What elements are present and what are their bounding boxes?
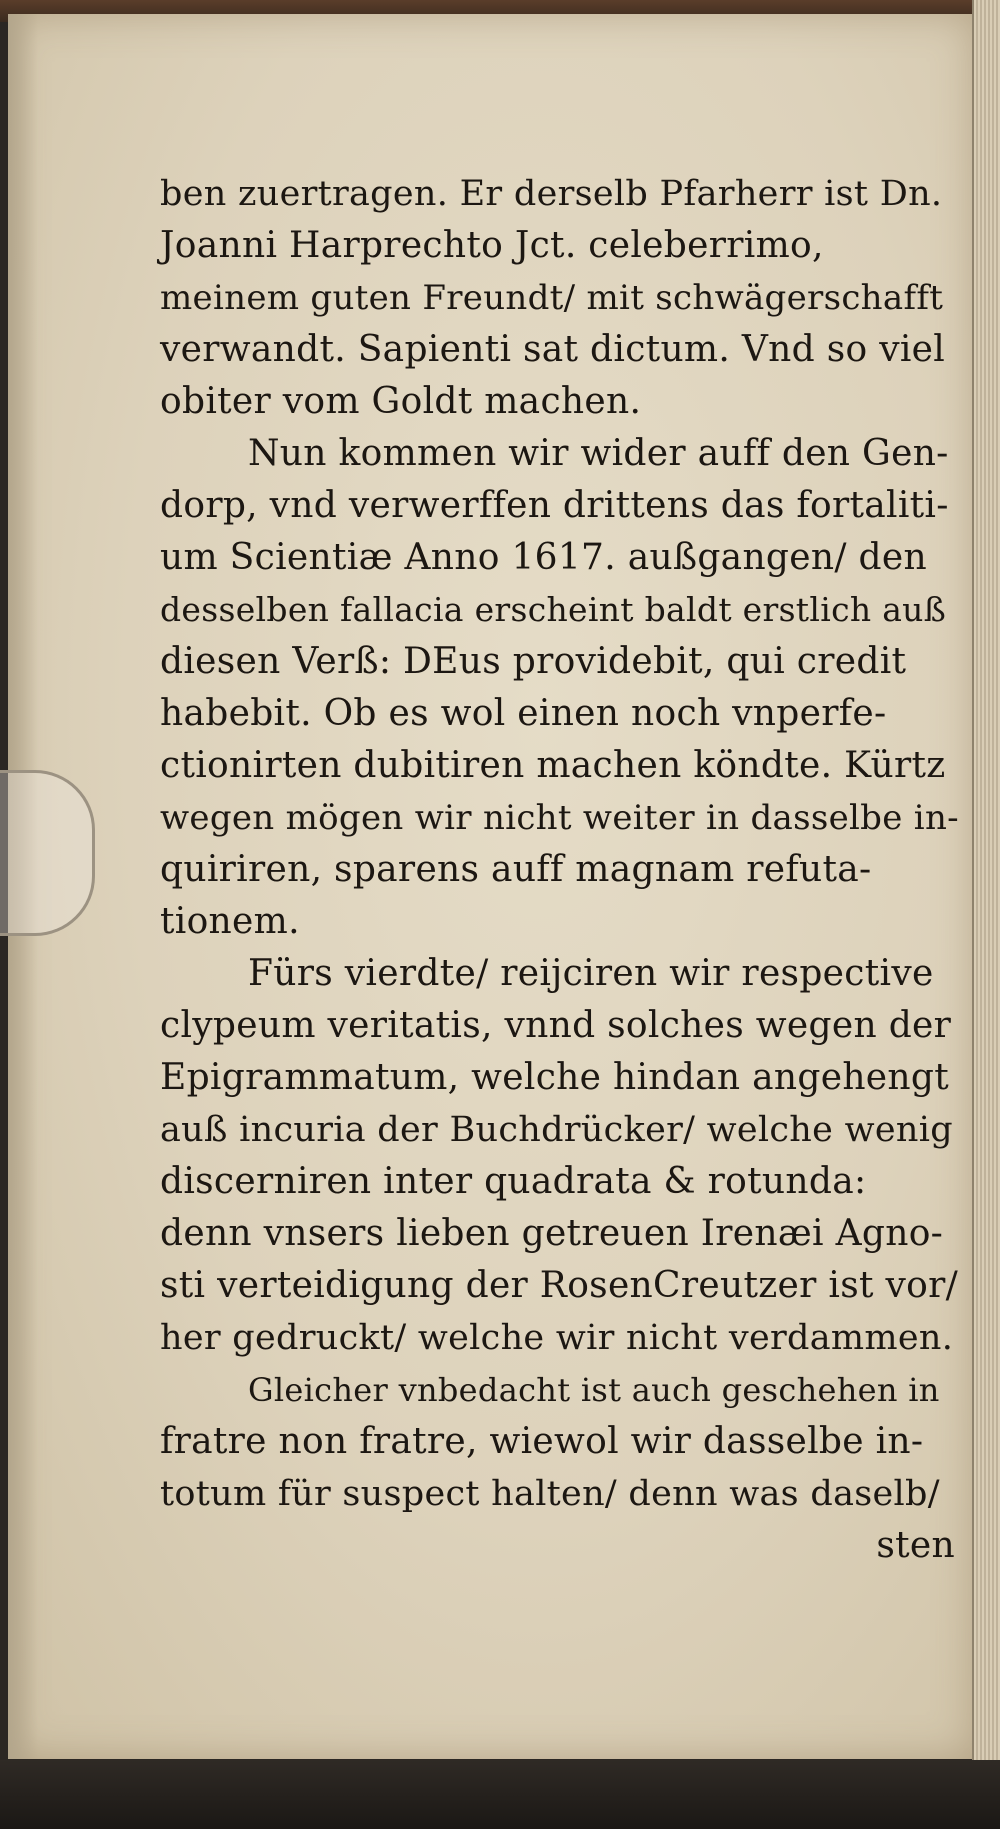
text-line: fratre non fratre, wiewol wir dasselbe in- — [160, 1421, 924, 1462]
text-line: discerniren inter quadrata & rotunda: — [160, 1161, 867, 1202]
text-line: diesen Verß: DEus providebit, qui credit — [160, 641, 907, 682]
text-line: verwandt. Sapienti sat dictum. Vnd so viel — [160, 329, 946, 370]
text-line: denn vnsers lieben getreuen Irenæi Agno- — [160, 1213, 944, 1254]
text-line: clypeum veritatis, vnnd solches wegen der — [160, 1005, 952, 1046]
text-line: dorp, vnd verwerffen drittens das fortaliti- — [160, 485, 949, 526]
text-line: tionem. — [160, 901, 300, 942]
text-line: Joanni Harprechto Jct. celeberrimo, — [160, 225, 824, 266]
text-line: quiriren, sparens auff magnam refuta- — [160, 849, 872, 890]
text-line: meinem guten Freundt/ mit schwägerschafft — [160, 278, 944, 318]
paragraph-start-line: Fürs vierdte/ reijciren wir respective — [248, 953, 934, 994]
paragraph-start-line: Nun kommen wir wider auff den Gen- — [248, 433, 949, 474]
text-line: auß incuria der Buchdrücker/ welche wenig — [160, 1110, 953, 1150]
text-line: habebit. Ob es wol einen noch vnperfe- — [160, 693, 887, 734]
text-line: wegen mögen wir nicht weiter in dasselbe in- — [160, 798, 959, 838]
text-line: sti verteidigung der RosenCreutzer ist vor/ — [160, 1265, 959, 1306]
catchword: sten — [876, 1525, 955, 1566]
text-line: totum für suspect halten/ denn was daselb/ — [160, 1474, 940, 1514]
page-text — [160, 168, 960, 1572]
page-clip — [0, 770, 95, 936]
text-line: Epigrammatum, welche hindan angehengt — [160, 1057, 950, 1098]
text-line: ben zuertragen. Er derselb Pfarherr ist Dn. — [160, 174, 943, 214]
scan-background — [0, 1760, 1000, 1829]
text-line: um Scientiæ Anno 1617. außgangen/ den — [160, 537, 927, 578]
text-line: obiter vom Goldt machen. — [160, 381, 642, 422]
text-line: her gedruckt/ welche wir nicht verdammen. — [160, 1318, 954, 1358]
text-line: desselben fallacia erscheint baldt erstlich auß — [160, 590, 947, 629]
page-fore-edge — [972, 0, 1000, 1760]
paragraph-start-line: Gleicher vnbedacht ist auch geschehen in — [248, 1371, 940, 1409]
text-line: ctionirten dubitiren machen köndte. Kürtz — [160, 745, 946, 786]
